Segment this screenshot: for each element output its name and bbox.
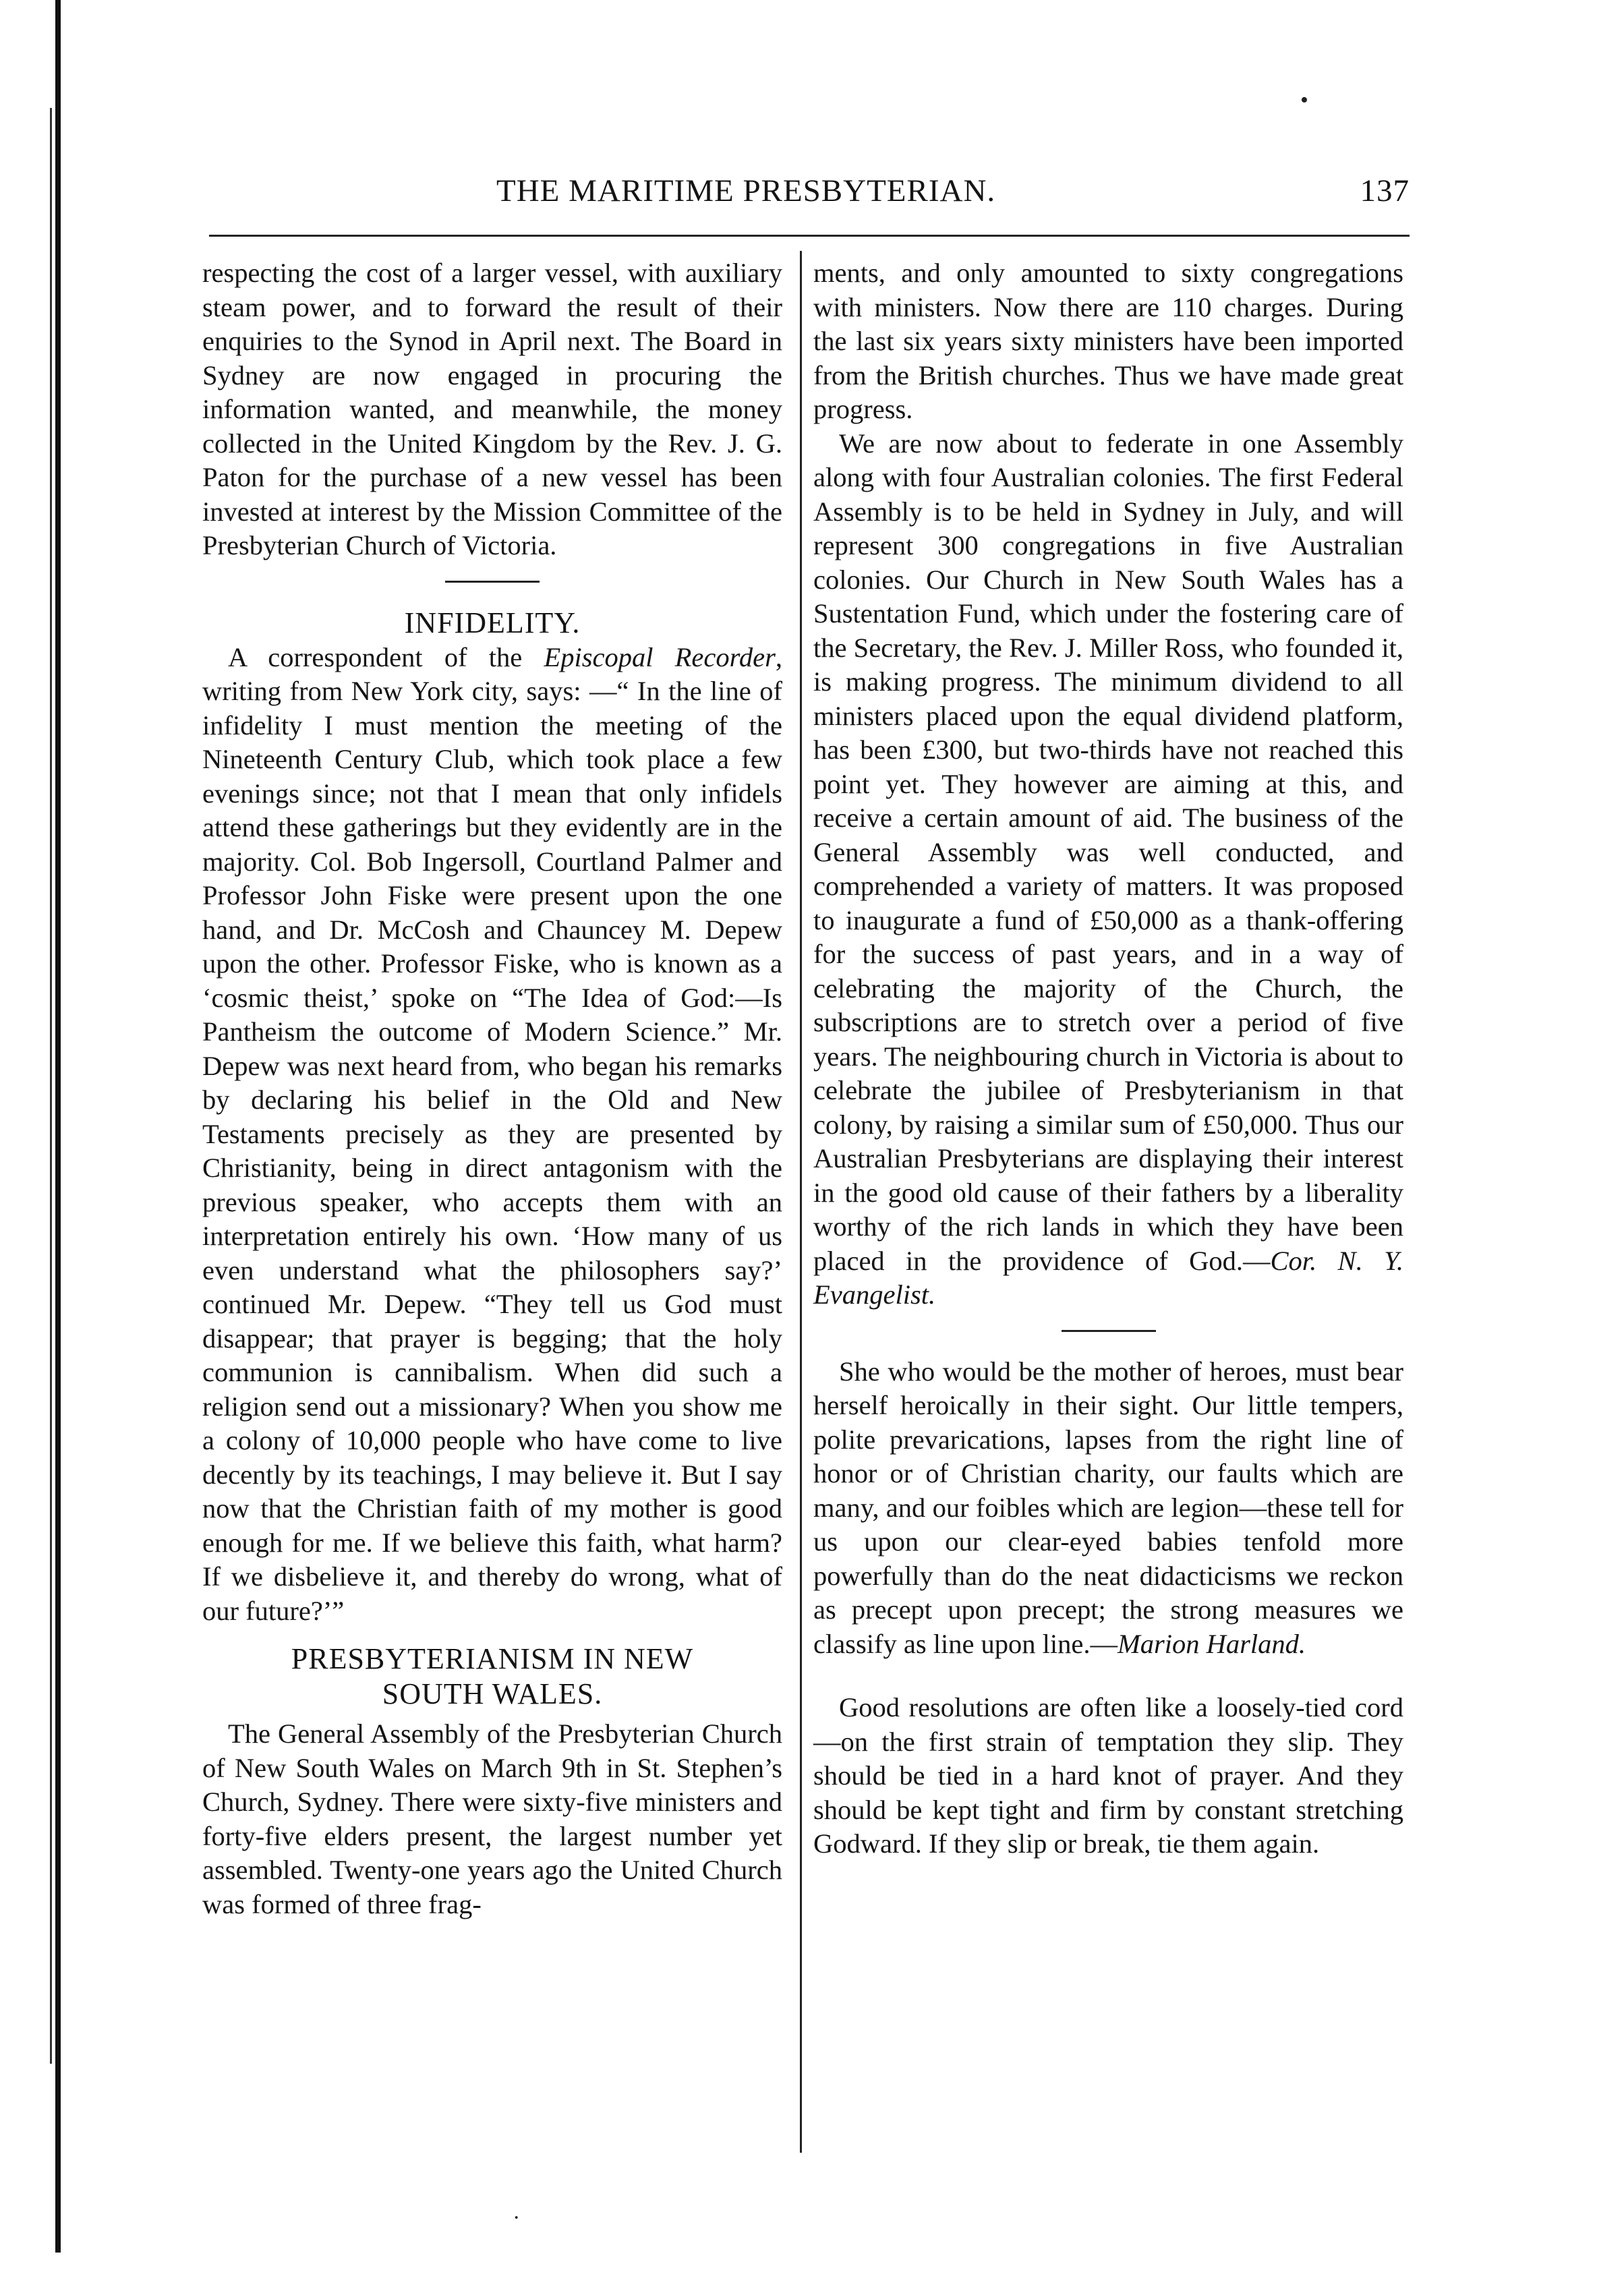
paragraph-mother-of-heroes: [813, 1355, 1403, 1662]
infidelity-body: , writing from New York city, says: —“ In the line of infidelity I must mention the meeting of the Nineteenth Century Club, which took place a few evenings since; not that I mean that only infidels attend these gatherings but they evidently are in the majority. Col. Bob Ingersoll, Courtland Palmer and Professor John Fiske were present upon the one hand, and Dr. McCosh and Chauncey M. Depew upon the other. Professor Fiske, who is known as a ‘cosmic theist,’ spoke on “The Idea of God:—Is Pantheism the outcome of Modern Science.” Mr. Depew was next heard from, who began his remarks by declaring his belief in the Old and New Testaments precisely as they are presented by Christianity, being in direct antagonism with the previous speaker, who accepts them with an interpretation entirely his own. ‘How many of us even understand what the philosophers say?’ continued Mr. Depew. “They tell us God must disappear; that prayer is begging; that the holy communion is cannibalism. When did such a religion send out a missionary? When you show me a colony of 10,000 people who have come to live decently by its teachings, I may believe it. But I say now that the Christian faith of my mother is good enough for me. If we believe this faith, what harm? If we disbelieve it, and thereby do wrong, what of our future?’”: [202, 641, 782, 1626]
journal-title: THE MARITIME PRESBYTERIAN.: [496, 173, 996, 208]
speck-mark: •: [1300, 88, 1308, 113]
infidelity-source: Episcopal Recorder: [544, 641, 776, 672]
running-header: [209, 173, 1410, 220]
infidelity-intro: A correspondent of the: [228, 641, 544, 672]
heading-nsw-line1: PRESBYTERIANISM IN NEW: [291, 1642, 694, 1675]
federation-source: Cor. N. Y. Evangelist.: [813, 1245, 1403, 1310]
heading-infidelity: INFIDELITY.: [404, 606, 581, 639]
paragraph-federation: [813, 427, 1403, 1312]
column-divider: [800, 251, 802, 2153]
header-rule: [209, 235, 1410, 237]
speck-mark: ·: [513, 2205, 521, 2230]
section-separator: [1062, 1330, 1156, 1332]
paragraph-vessel: respecting the cost of a larger vessel, with auxiliary steam power, and to forward the result of their enquiries to the Synod in April next. The Board in Sydney are now engaged in procuring the information wanted, and meanwhile, the money collected in the United Kingdom by the Rev. J. G. Paton for the purchase of a new vessel has been invested at interest by the Mission Committee of the Presbyterian Church of Victoria.: [202, 258, 782, 560]
paragraph-nsw-continued: ments, and only amounted to sixty congregations with ministers. Now there are 110 charges. During the last six years sixty ministers have been imported from the British churches. Thus we have made great progress.: [813, 258, 1403, 424]
right-column: [813, 256, 1403, 1861]
binding-edge-rule: [55, 0, 61, 2253]
heroes-source: Marion Harland.: [1118, 1628, 1306, 1659]
binding-edge-rule-inner: [50, 108, 52, 2064]
paragraph-infidelity: [202, 641, 782, 1629]
heroes-body: She who would be the mother of heroes, must bear herself heroically in their sight. Our little tempers, polite prevarications, lapses from the right line of honor or of Christian charity, our faults which are many, and our foibles which are legion—these tell for us upon our clear-eyed babies tenfold more powerfully than do the neat didacticisms we reckon as precept upon precept; the strong measures we classify as line upon line.—: [813, 1356, 1403, 1659]
page-number: 137: [1360, 173, 1410, 208]
federation-body: We are now about to federate in one Assembly along with four Australian colonies. The first Federal Assembly is to be held in Sydney in July, and will represent 300 congregations in five Australian colonies. Our Church in New South Wales has a Sustentation Fund, which under the fostering care of the Secretary, the Rev. J. Miller Ross, who founded it, is making progress. The minimum dividend to all ministers placed upon the equal dividend platform, has been £300, but two-thirds have not reached this point yet. They however are aiming at this, and receive a certain amount of aid. The business of the General Assembly was well conducted, and comprehended a variety of matters. It was proposed to inaugurate a fund of £50,000 as a thank-offering for the success of past years, and in a way of celebrating the majority of the Church, the subscriptions are to stretch over a period of five years. The neighbouring church in Victoria is about to celebrate the jubilee of Presbyterianism in that colony, by raising a similar sum of £50,000. Thus our Australian Presbyterians are displaying their interest in the good old cause of their fathers by a liberality worthy of the rich lands in which they have been placed in the providence of God.—: [813, 428, 1403, 1276]
paragraph-good-resolutions: Good resolutions are often like a loosely-tied cord—on the first strain of temptation they slip. They should be tied in a hard knot of prayer. And they should be kept tight and firm by constant stretching Godward. If they slip or break, tie them again.: [813, 1692, 1403, 1859]
heading-nsw-line2: SOUTH WALES.: [382, 1677, 603, 1710]
section-separator: [445, 581, 540, 583]
left-column: [202, 256, 782, 1921]
paragraph-nsw-assembly: The General Assembly of the Presbyterian Church of New South Wales on March 9th in St. Stephen’s Church, Sydney. There were sixty-five ministers and forty-five elders present, the largest number yet assembled. Twenty-one years ago the United Church was formed of three frag-: [202, 1718, 782, 1919]
